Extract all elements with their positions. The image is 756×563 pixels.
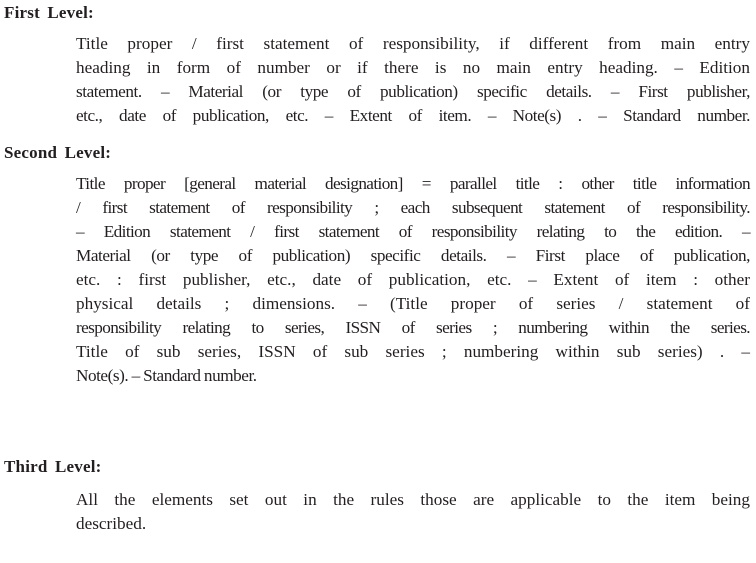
text-line: physical details ; dimensions. – (Title proper of series / statement of (76, 294, 750, 313)
text-line: statement. – Material (or type of publication) specific details. – First publisher, (76, 82, 750, 101)
section-body-third-level (76, 488, 750, 536)
text-line: – Edition statement / first statement of responsibility relating to the edition. – (76, 222, 750, 241)
text-line: Title of sub series, ISSN of sub series ; numbering within sub series) . – (76, 342, 750, 361)
text-line: Note(s). – Standard number. (76, 366, 257, 385)
text-line: / first statement of responsibility ; each subsequent statement of responsibility. (76, 198, 750, 217)
section-body-second-level (76, 172, 750, 388)
text-line: etc. : first publisher, etc., date of publication, etc. – Extent of item : other (76, 270, 750, 289)
section-heading-first-level: First Level: (4, 3, 94, 22)
text-line: described. (76, 514, 147, 533)
text-line: Title proper [general material designation] = parallel title : other title information (76, 174, 750, 193)
text-line: heading in form of number or if there is no main entry heading. – Edition (76, 58, 750, 77)
text-line: Material (or type of publication) specific details. – First place of publication, (76, 246, 750, 265)
text-line: Title proper / first statement of responsibility, if different from main entry (76, 34, 750, 53)
text-line: All the elements set out in the rules those are applicable to the item being (76, 490, 750, 509)
section-heading-second-level: Second Level: (4, 143, 112, 162)
section-heading-third-level: Third Level: (4, 457, 102, 476)
text-line: etc., date of publication, etc. – Extent of item. – Note(s) . – Standard number. (76, 106, 750, 125)
text-line: responsibility relating to series, ISSN of series ; numbering within the series. (76, 318, 750, 337)
section-body-first-level (76, 32, 750, 128)
